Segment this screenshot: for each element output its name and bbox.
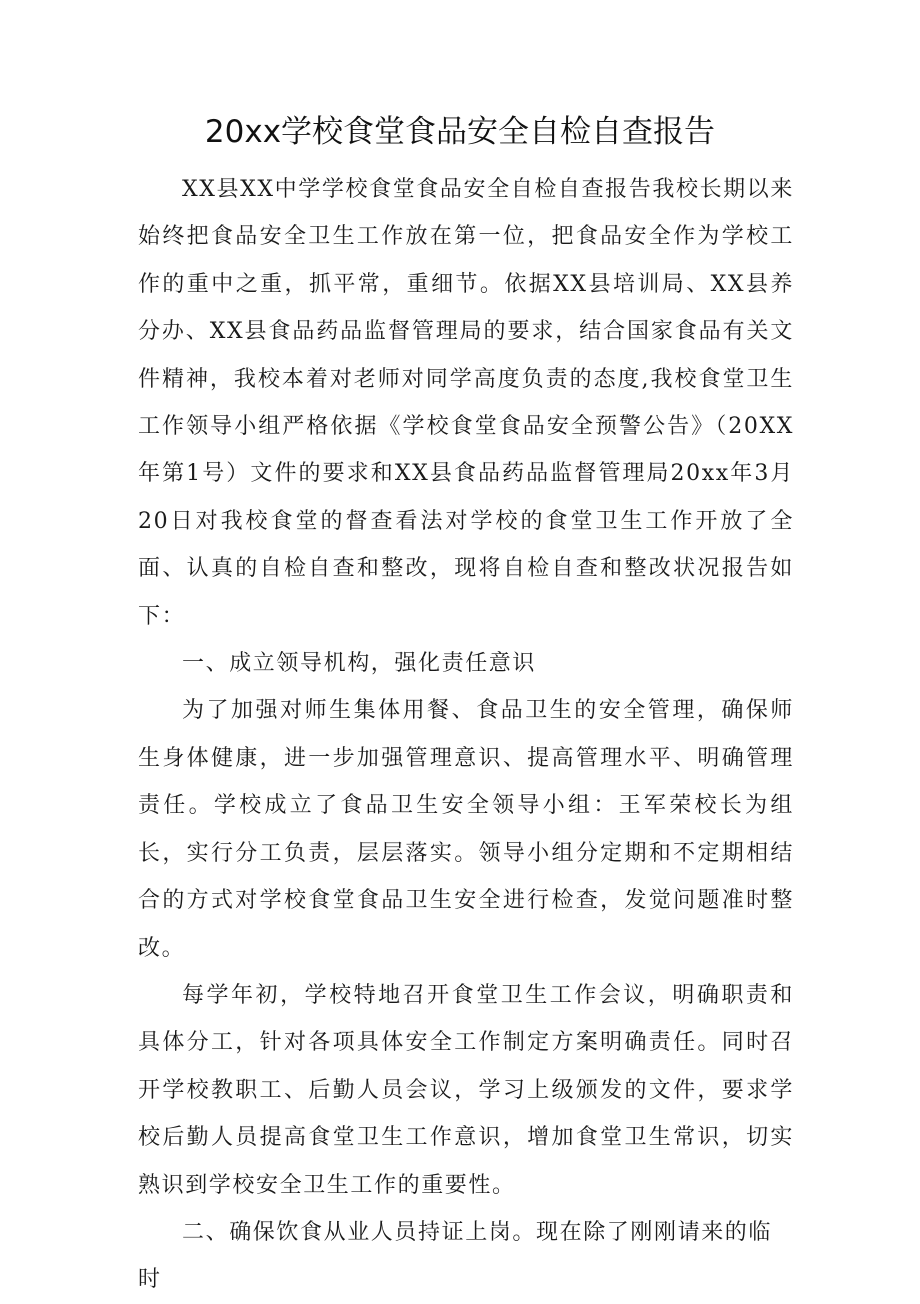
section-heading-1: 一、成立领导机构，强化责任意识 — [182, 651, 537, 677]
document-title: 20xx学校食堂食品安全自检自查报告 — [204, 114, 716, 150]
section-heading-2: 二、确保饮食从业人员持证上岗。现在除了刚刚请来的临时 — [138, 1219, 773, 1293]
paragraph-meeting: 每学年初，学校特地召开食堂卫生工作会议，明确职责和具体分工，针对各项具体安全工作制定方案明确责任。同时召开学校教职工、后勤人员会议，学习上级颁发的文件，要求学校后勤人员提高食堂卫生工作意识，增加食堂卫生常识，切实熟识到学校安全卫生工作的重要性。 — [138, 982, 794, 1198]
paragraph-leadership: 为了加强对师生集体用餐、食品卫生的安全管理，确保师生身体健康，进一步加强管理意识、提高管理水平、明确管理责任。学校成立了食品卫生安全领导小组：王军荣校长为组长，实行分工负责，层层落实。领导小组分定期和不定期相结合的方式对学校食堂食品卫生安全进行检查，发觉问题准时整改。 — [138, 698, 794, 961]
paragraph-intro: XX县XX中学学校食堂食品安全自检自查报告我校长期以来始终把食品安全卫生工作放在第一位，把食品安全作为学校工作的重中之重，抓平常，重细节。依据XX县培训局、XX县养分办、XX县食品药品监督管理局的要求，结合国家食品有关文件精神，我校本着对老师对同学高度负责的态度,我校食堂卫生工作领导小组严格依据《学校食堂食品安全预警公告》（20XX年第1号）文件的要求和XX县食品药品监督管理局20xx年3月20日对我校食堂的督查看法对学校的食堂卫生工作开放了全面、认真的自检自查和整改，现将自检自查和整改状况报告如下： — [138, 177, 794, 629]
document-body — [138, 166, 794, 1304]
